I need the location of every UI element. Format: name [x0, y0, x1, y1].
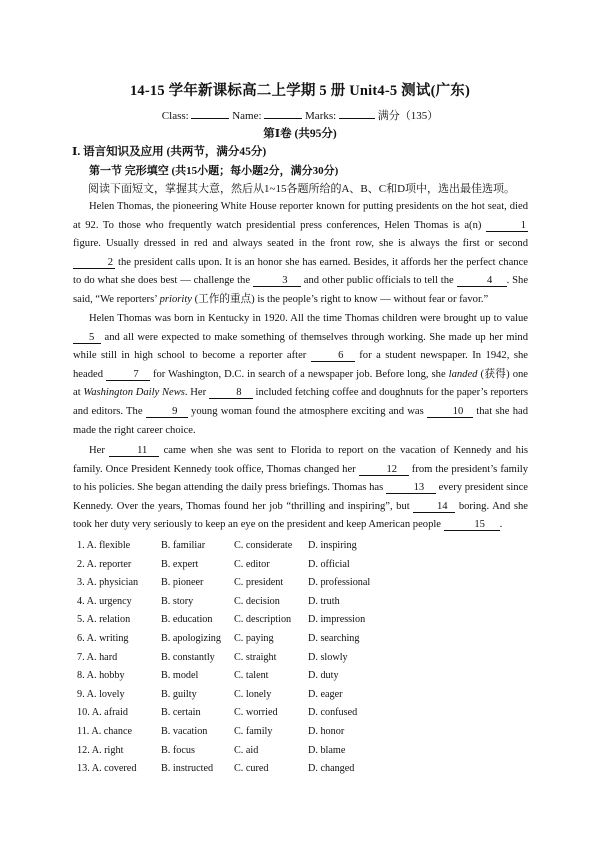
option-c[interactable]: C. paying	[234, 632, 274, 644]
option-d[interactable]: D. confused	[308, 707, 358, 719]
question-5-options	[77, 611, 497, 630]
option-d[interactable]: D. professional	[308, 577, 371, 589]
option-d[interactable]: D. inspiring	[308, 540, 357, 551]
passage-text: that she had made the right career choice.	[73, 405, 529, 436]
passage-text: for a student newspaper. In 1942, she headed	[73, 350, 528, 380]
option-b[interactable]: B. model	[161, 670, 199, 682]
name-field[interactable]	[264, 109, 302, 119]
blank-14[interactable]: 14	[413, 501, 455, 513]
option-d[interactable]: D. searching	[308, 632, 360, 644]
option-b[interactable]: B. story	[161, 595, 194, 607]
option-b[interactable]: B. expert	[161, 558, 199, 570]
passage-italic-text: Washington Daily News	[83, 387, 185, 399]
blank-2[interactable]: 2	[73, 257, 115, 269]
question-10-options	[77, 704, 497, 723]
option-c[interactable]: C. editor	[234, 558, 270, 570]
passage-italic-text: priority	[159, 293, 192, 305]
question-13-options	[77, 760, 497, 779]
blank-11[interactable]: 11	[109, 445, 159, 457]
option-d[interactable]: D. truth	[308, 595, 340, 607]
question-6-options	[77, 630, 497, 649]
passage-text: Helen Thomas, the pioneering White House reporter known for putting presidents on the hot seat, died at 92. To those who frequently watch presidential press conferences, Helen Thomas is a(n)	[73, 201, 528, 231]
passage-paragraph-2	[73, 310, 528, 440]
question-11-options	[77, 723, 497, 742]
total-marks: 满分（135）	[377, 110, 439, 122]
passage-text: for Washington, D.C. in search of a newspaper job. Before long, she	[152, 368, 446, 380]
name-label: Name:	[232, 110, 262, 122]
option-a[interactable]: 4. A. urgency	[77, 595, 132, 607]
option-a[interactable]: 5. A. relation	[77, 614, 131, 626]
option-c[interactable]: C. straight	[234, 651, 277, 663]
option-d[interactable]: D. changed	[308, 763, 355, 775]
passage-text: and all were expected to make something of themselves through working. She made up her mind while still in high school to become a reporter after	[73, 331, 528, 362]
blank-6[interactable]: 6	[311, 350, 355, 362]
option-c[interactable]: C. description	[234, 614, 292, 626]
passage-text: included fetching coffee and doughnuts for the paper’s reporters and editors. The	[73, 387, 528, 417]
passage-text: young woman found the atmosphere exciting and was	[191, 405, 424, 417]
passage-text: . Her	[184, 387, 207, 399]
question-2-options	[77, 556, 497, 575]
question-7-options	[77, 649, 497, 668]
blank-10[interactable]: 10	[427, 406, 473, 418]
option-d[interactable]: D. eager	[308, 688, 343, 700]
option-d[interactable]: D. official	[308, 558, 350, 570]
option-a[interactable]: 1. A. flexible	[77, 540, 131, 551]
question-12-options	[77, 742, 497, 761]
option-c[interactable]: C. considerate	[234, 540, 293, 551]
option-b[interactable]: B. certain	[161, 707, 201, 719]
instruction-text: 阅读下面短文，掌握其大意，然后从1~15各题所给的A、B、C和D项中，选出最佳选项。	[88, 183, 516, 195]
marks-label: Marks:	[305, 110, 337, 122]
passage-text: figure. Usually dressed in red and always seated in the front row, she is always the first or second	[73, 238, 528, 250]
question-8-options	[77, 667, 497, 686]
blank-7[interactable]: 7	[106, 369, 150, 381]
blank-13[interactable]: 13	[386, 482, 436, 494]
question-4-options	[77, 593, 497, 612]
passage-text: boring. And she took her duty very seriously to keep an eye on the president and keep American people	[73, 500, 528, 531]
passage-text: and other public officials to tell the	[303, 275, 454, 287]
answer-options	[77, 537, 497, 779]
passage-paragraph-1	[73, 198, 528, 310]
blank-4[interactable]: 4	[457, 275, 507, 287]
volume-heading: 第Ⅰ卷 (共95分)	[263, 128, 337, 140]
option-b[interactable]: B. instructed	[161, 763, 214, 775]
passage-italic-text: landed	[448, 368, 478, 380]
option-a[interactable]: 8. A. hobby	[77, 670, 125, 682]
question-3-options	[77, 574, 497, 593]
blank-5[interactable]: 5	[73, 332, 101, 344]
passage-text: . She said, “We reporters’	[73, 275, 529, 305]
question-1-options	[77, 537, 497, 556]
passage-text: from the president’s family to his policies. She began attending the daily press briefings. Thomas has	[73, 463, 528, 494]
option-d[interactable]: D. duty	[308, 670, 339, 682]
option-a[interactable]: 11. A. chance	[77, 725, 133, 737]
option-b[interactable]: B. apologizing	[161, 632, 221, 644]
option-c[interactable]: C. lonely	[234, 688, 272, 700]
subsection-heading: 第一节 完形填空 (共15小题；每小题2分，满分30分)	[89, 165, 339, 177]
option-a[interactable]: 13. A. covered	[77, 763, 137, 775]
option-c[interactable]: C. aid	[234, 744, 259, 756]
class-field[interactable]	[191, 109, 229, 119]
option-d[interactable]: D. impression	[308, 614, 366, 626]
option-b[interactable]: B. familiar	[161, 540, 206, 551]
option-a[interactable]: 12. A. right	[77, 744, 124, 756]
student-info-line	[0, 107, 600, 123]
option-a[interactable]: 9. A. lovely	[77, 688, 125, 700]
passage-text: came when she was sent to Florida to report on the vacation of Kennedy and his family. Once President Kennedy took office, Thomas changed her	[73, 445, 529, 475]
option-c[interactable]: C. talent	[234, 670, 269, 682]
passage-text: Helen Thomas was born in Kentucky in 1920. All the time Thomas children were brought up to value	[89, 313, 528, 324]
option-d[interactable]: D. slowly	[308, 651, 348, 663]
blank-3[interactable]: 3	[253, 275, 301, 287]
class-label: Class:	[161, 110, 189, 122]
passage-paragraph-3	[73, 442, 528, 535]
passage-text: (工作的重点) is the people’s right to know — without fear or favor.”	[194, 293, 489, 305]
page-title: 14-15 学年新课标高二上学期 5 册 Unit4-5 测试(广东)	[129, 83, 471, 99]
passage-text: Her	[89, 445, 105, 456]
option-d[interactable]: D. blame	[308, 744, 346, 756]
option-a[interactable]: 2. A. reporter	[77, 558, 132, 570]
marks-field[interactable]	[339, 109, 375, 119]
blank-8[interactable]: 8	[209, 387, 253, 399]
option-a[interactable]: 10. A. afraid	[77, 707, 128, 719]
option-c[interactable]: C. decision	[234, 595, 280, 607]
passage-text: every president since Kennedy. Over the years, Thomas found her job “thrilling and inspiring”, but	[73, 482, 528, 512]
option-b[interactable]: B. guilty	[161, 688, 197, 700]
blank-1[interactable]: 1	[486, 220, 528, 232]
option-b[interactable]: B. vacation	[161, 725, 208, 737]
blank-9[interactable]: 9	[146, 406, 188, 418]
blank-15[interactable]: 15	[444, 519, 500, 531]
option-b[interactable]: B. pioneer	[161, 577, 204, 589]
question-9-options	[77, 686, 497, 705]
passage-text: the president calls upon. It is an honor she has earned. Besides, it affords her the perfect chance to do what she does best — challenge the	[73, 256, 528, 287]
passage-text: (获得) one at	[73, 368, 528, 399]
option-b[interactable]: B. constantly	[161, 651, 215, 663]
option-c[interactable]: C. president	[234, 577, 284, 589]
section-heading: Ⅰ. 语言知识及应用 (共两节，满分45分)	[72, 146, 267, 158]
option-a[interactable]: 3. A. physician	[77, 577, 139, 589]
passage-text: .	[499, 519, 503, 531]
option-d[interactable]: D. honor	[308, 725, 345, 737]
option-c[interactable]: C. family	[234, 725, 273, 737]
blank-12[interactable]: 12	[359, 464, 409, 476]
option-c[interactable]: C. worried	[234, 707, 278, 719]
option-b[interactable]: B. education	[161, 614, 213, 626]
option-b[interactable]: B. focus	[161, 744, 195, 756]
option-a[interactable]: 6. A. writing	[77, 632, 129, 644]
option-c[interactable]: C. cured	[234, 763, 269, 775]
option-a[interactable]: 7. A. hard	[77, 651, 118, 663]
